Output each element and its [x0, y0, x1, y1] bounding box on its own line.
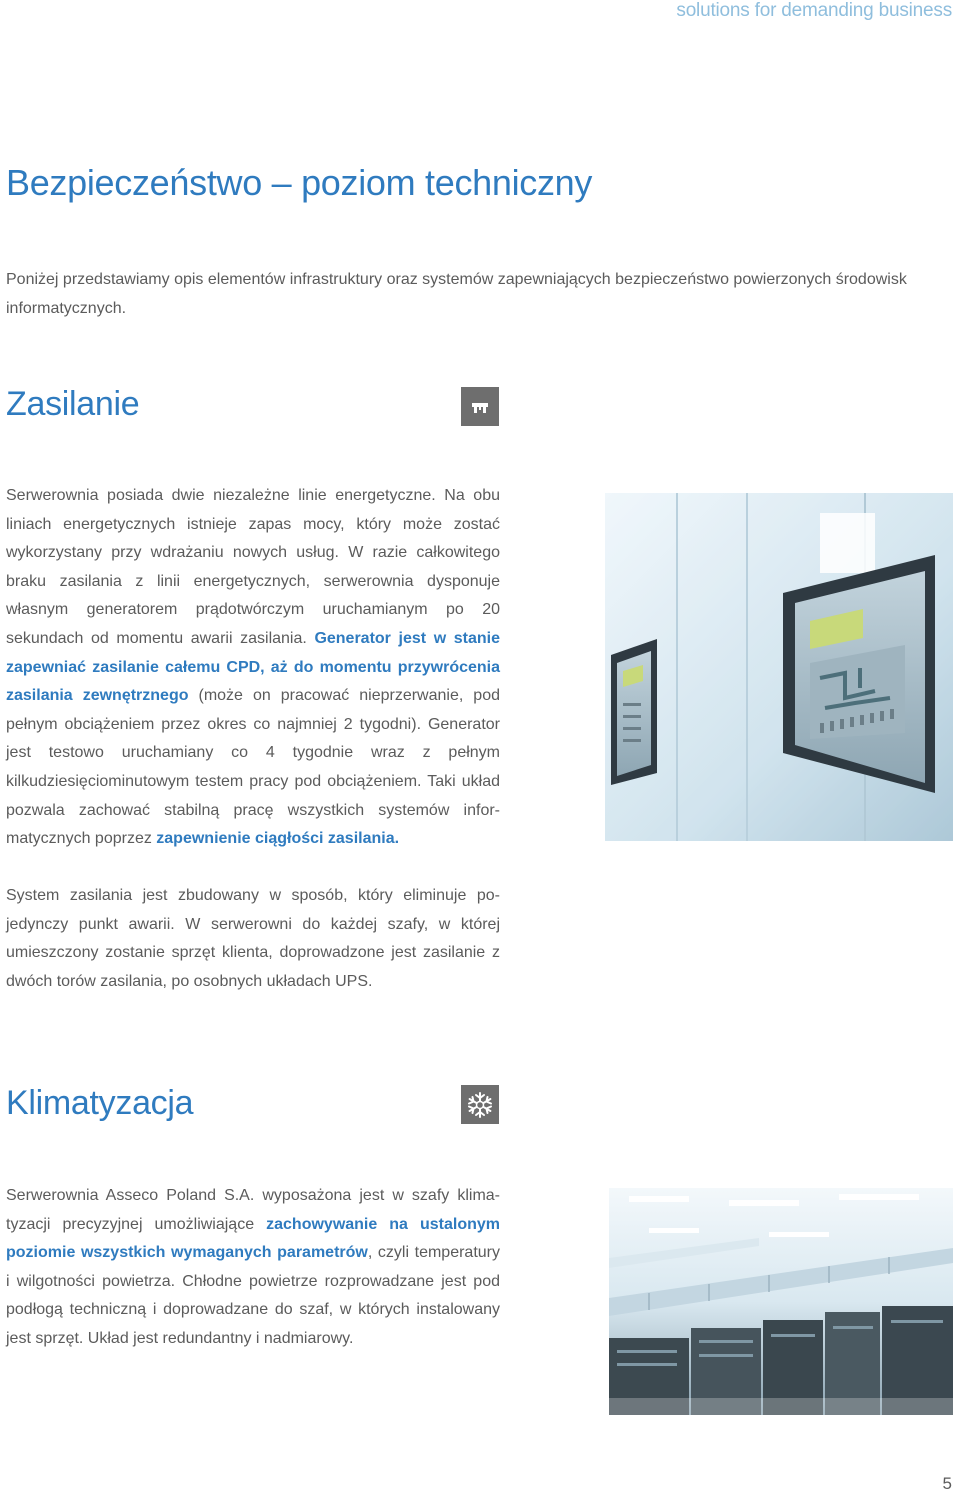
power-socket-icon	[461, 387, 499, 426]
section-heading-klimatyzacja: Klimatyzacja	[6, 1084, 194, 1122]
klimatyzacja-paragraph	[6, 1182, 500, 1354]
zasilanie-paragraph-2: System zasilania jest zbudowany w sposób, który eliminuje pojedynczy punkt awarii. W serwerowni do każdej szafy, w której umieszczony zostanie sprzęt klienta, doprowadzone jest zasilanie z dwóch torów zasilania, po osobnych układach UPS.	[6, 887, 500, 990]
zasilanie-highlight-continuity: zapewnienie ciągłości zasilania.	[156, 830, 400, 848]
page-number: 5	[942, 1474, 952, 1493]
zasilanie-text-a: Serwerownia posiada dwie niezależne linie energetyczne. Na obu liniach energetycznych istnieje zapas mocy, który może zostać wykorzystany przy wdrażaniu nowych usług. W razie całkowitego braku zasilania z linii energetycznych, serwerownia dysponuje własnym generatorem prądotwórczym uruchamianym po 20 sekundach od momentu awarii zasilania.	[6, 487, 500, 647]
zasilanie-highlight-generator: Generator jest w stanie zapewniać zasilanie całemu CPD, aż do momentu przywrócenia zasilania zewnętrznego	[6, 629, 500, 705]
photo-server-room	[609, 1188, 953, 1415]
section-heading-zasilanie: Zasilanie	[6, 385, 140, 423]
header-tagline: solutions for demanding business	[676, 0, 952, 21]
klimatyzacja-highlight-parameters: zachowywanie na ustalonym poziomie wszystkich wymaganych parametrów	[6, 1215, 500, 1262]
zasilanie-text-b: (może on pracować nieprzerwanie, pod pełnym obciążeniem przez okres co najmniej 2 tygodni). Generator jest testowo uruchamiany co 4 tygodnie wraz z pełnym kilkudziesięciominutowym testem pracy pod obciążeniem. Taki układ pozwala zachować stabilną pracę wszystkich systemów informatycznych poprzez	[6, 687, 501, 848]
klimatyzacja-text-a: Serwerownia Asseco Poland S.A. wyposażona jest w szafy klimatyzacji precyzyjnej umożliwiające	[6, 1187, 500, 1233]
photo-power-control-panels	[605, 493, 953, 841]
intro-paragraph: Poniżej przedstawiamy opis elementów infrastruktury oraz systemów zapewniających bezpieczeństwo powierzonych środowisk informatycznych.	[6, 271, 907, 317]
zasilanie-paragraph-1	[6, 482, 500, 854]
page-title: Bezpieczeństwo – poziom techniczny	[6, 162, 593, 203]
klimatyzacja-text-b: , czyli temperatury i wilgotności powietrza. Chłodne powietrze rozprowadzane jest pod podłogą techniczną i doprowadzane do szaf, w których instalowany jest sprzęt. Układ jest redundantny i nadmiarowy.	[6, 1244, 500, 1347]
snowflake-icon	[461, 1085, 499, 1124]
